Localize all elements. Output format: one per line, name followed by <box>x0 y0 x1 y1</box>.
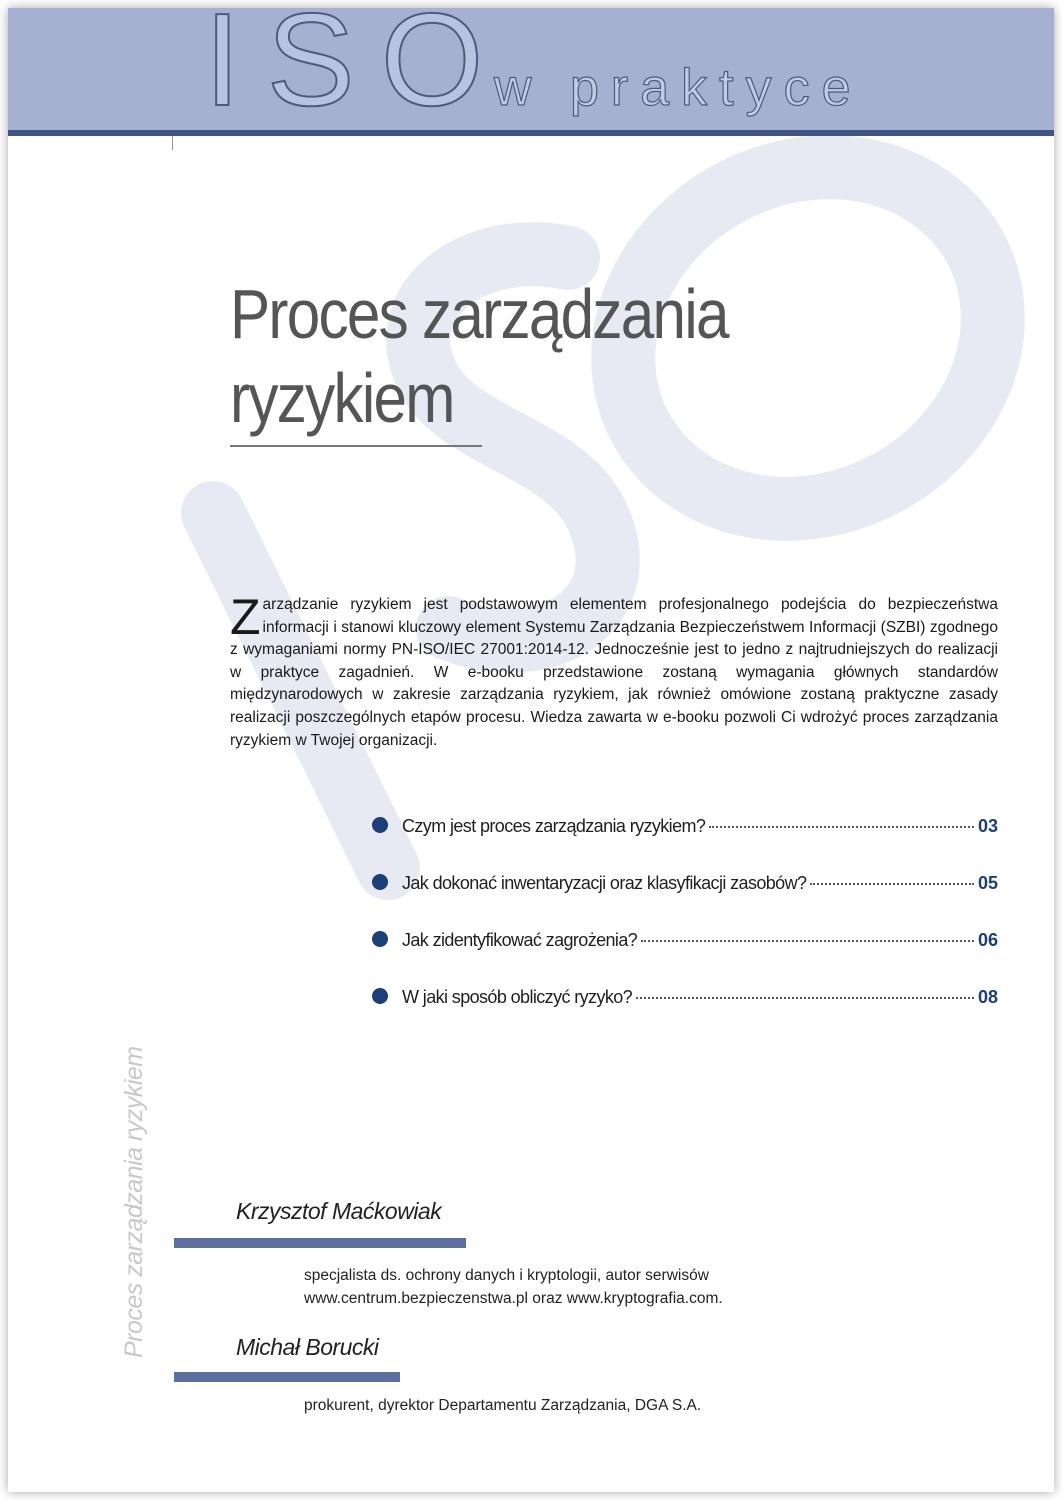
toc-item[interactable] <box>372 873 998 930</box>
toc-item[interactable] <box>372 930 998 987</box>
side-caption: Proces zarządzania ryzykiem <box>120 1046 148 1358</box>
toc-item-label: W jaki sposób obliczyć ryzyko? <box>402 987 633 1007</box>
bullet-icon <box>372 931 388 947</box>
author-name: Krzysztof Maćkowiak <box>236 1198 442 1224</box>
title-line-2: ryzykiem <box>230 359 454 437</box>
ebook-cover <box>8 8 1054 1492</box>
brand-subtitle: w praktyce <box>494 59 863 117</box>
author-bar <box>174 1238 466 1248</box>
toc-item-label: Jak zidentyfikować zagrożenia? <box>402 930 638 950</box>
intro-text: arządzanie ryzykiem jest podstawowym elementem profesjonalnego podejścia do bezpieczeństwa informacji i stanowi kluczowy element Systemu Zarządzania Bezpieczeństwem Informacji (SZBI) zgodnego z wymaganiami normy PN-ISO/IEC 27001:2014-12. Jednocześnie jest to jedno z najtrudniejszych do realizacji w praktyce zagadnień. W e-booku przedstawione zostaną wymagania głównych standardów międzynarodowych w zakresie zarządzania ryzykiem, jak również omówione zostaną praktyczne zasady realizacji poszczególnych etapów procesu. Wiedza zawarta w e-booku pozwoli Ci wdrożyć proces zarządzania ryzykiem w Twojej organizacji. <box>230 596 998 749</box>
header-band <box>8 8 1054 136</box>
toc-item[interactable] <box>372 987 998 1044</box>
bullet-icon <box>372 988 388 1004</box>
toc-leader-dots <box>636 997 974 999</box>
toc-item-label: Czym jest proces zarządzania ryzykiem? <box>402 816 706 836</box>
toc-item-label: Jak dokonać inwentaryzacji oraz klasyfikacji zasobów? <box>402 873 807 893</box>
title-underline <box>230 445 482 447</box>
author-desc-line: www.centrum.bezpieczenstwa.pl oraz www.kryptografia.com. <box>304 1290 723 1307</box>
intro-paragraph <box>230 589 998 752</box>
toc-item-page: 08 <box>977 987 998 1007</box>
title-line-1: Proces zarządzania <box>230 275 728 353</box>
author-name: Michał Borucki <box>236 1334 379 1360</box>
bullet-icon <box>372 874 388 890</box>
table-of-contents <box>372 816 998 1044</box>
toc-item-page: 05 <box>977 873 998 893</box>
toc-item[interactable] <box>372 816 998 873</box>
author-description <box>304 1394 701 1417</box>
author-bar <box>174 1372 400 1382</box>
author-description <box>304 1264 723 1310</box>
page-title <box>230 272 728 440</box>
intro-dropcap: Z <box>230 589 261 645</box>
toc-leader-dots <box>709 826 974 828</box>
toc-item-page: 06 <box>977 930 998 950</box>
author-desc-line: prokurent, dyrektor Departamentu Zarządzania, DGA S.A. <box>304 1397 702 1414</box>
toc-leader-dots <box>810 883 974 885</box>
author-desc-line: specjalista ds. ochrony danych i kryptologii, autor serwisów <box>304 1267 709 1284</box>
bullet-icon <box>372 817 388 833</box>
toc-leader-dots <box>641 940 974 942</box>
brand-iso-logo: ISO <box>204 8 510 133</box>
header-tick-mark <box>172 136 173 150</box>
toc-item-page: 03 <box>977 816 998 836</box>
